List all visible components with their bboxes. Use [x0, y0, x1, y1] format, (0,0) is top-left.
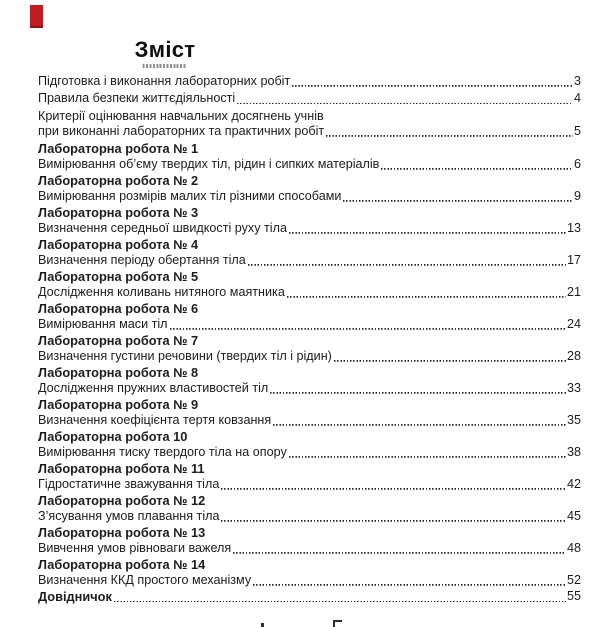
- dot-leader: [343, 190, 573, 202]
- page-number: 35: [566, 412, 581, 427]
- title-underline-decoration: [143, 64, 187, 68]
- dot-leader: [221, 510, 566, 522]
- lab-title-row: [38, 365, 581, 380]
- lab-desc-row: [38, 317, 581, 332]
- lab-title: Лабораторна робота № 14: [38, 557, 206, 573]
- lab-entry-12: [38, 493, 581, 523]
- lab-description: Вивчення умов рівноваги важеля: [38, 540, 232, 555]
- lab-description: Визначення періоду обертання тіла: [38, 252, 246, 267]
- toc-entry-two-line: [38, 109, 581, 139]
- reference-row: [38, 589, 581, 604]
- page-number: 45: [566, 508, 581, 523]
- lab-desc-row: [38, 253, 581, 268]
- table-of-contents: [38, 74, 581, 605]
- page-number: 13: [566, 220, 581, 235]
- cut-off-text-fragment: [261, 623, 264, 627]
- lab-entry-10: [38, 429, 581, 459]
- lab-entry-5: [38, 269, 581, 299]
- toc-entry-label: при виконанні лабораторних та практичних робіт: [38, 123, 325, 138]
- page-number: 55: [566, 589, 581, 604]
- lab-entry-6: [38, 301, 581, 331]
- lab-title: Лабораторна робота № 6: [38, 301, 199, 317]
- lab-description: Визначення середньої швидкості руху тіла: [38, 220, 287, 235]
- lab-title-row: [38, 237, 581, 252]
- lab-title-row: [38, 557, 581, 572]
- lab-title: Лабораторна робота № 8: [38, 365, 199, 381]
- lab-description: Дослідження пружних властивостей тіл: [38, 380, 269, 395]
- lab-description: Вимірювання об’єму твердих тіл, рідин і сипких матеріалів: [38, 156, 380, 171]
- red-bookmark-tab: [30, 5, 43, 28]
- page-number: 17: [566, 252, 581, 267]
- dot-leader: [237, 92, 573, 104]
- lab-description: Визначення густини речовини (твердих тіл і рідин): [38, 348, 332, 363]
- toc-entry: [38, 91, 581, 106]
- toc-entry-label: Правила безпеки життєдіяльності: [38, 91, 236, 106]
- cut-off-text-fragment: [333, 620, 342, 622]
- lab-description: Вимірювання розмірів малих тіл різними способами: [38, 188, 342, 203]
- dot-leader: [233, 542, 566, 554]
- lab-title-row: [38, 525, 581, 540]
- lab-title-row: [38, 333, 581, 348]
- dot-leader: [326, 125, 573, 137]
- lab-title-row: [38, 141, 581, 156]
- lab-desc-row: [38, 381, 581, 396]
- lab-title-row: [38, 301, 581, 316]
- lab-title: Лабораторна робота 10: [38, 429, 188, 445]
- dot-leader: [248, 254, 566, 266]
- dot-leader: [292, 75, 573, 87]
- page-number: 38: [566, 444, 581, 459]
- dot-leader: [221, 478, 566, 490]
- page-number: 6: [573, 156, 581, 171]
- lab-entry-3: [38, 205, 581, 235]
- lab-entry-14: [38, 557, 581, 587]
- lab-entry-8: [38, 365, 581, 395]
- dot-leader: [289, 222, 566, 234]
- lab-description: Гідростатичне зважування тіла: [38, 476, 220, 491]
- lab-desc-row: [38, 349, 581, 364]
- lab-desc-row: [38, 413, 581, 428]
- page-number: 24: [566, 316, 581, 331]
- lab-desc-row: [38, 509, 581, 524]
- lab-description: Визначення ККД простого механізму: [38, 572, 252, 587]
- lab-title-row: [38, 461, 581, 476]
- lab-title: Лабораторна робота № 1: [38, 141, 199, 157]
- page-number: 4: [573, 91, 581, 106]
- toc-entry: [38, 74, 581, 89]
- dot-leader: [170, 318, 566, 330]
- lab-title: Лабораторна робота № 13: [38, 525, 206, 541]
- page-number: 21: [566, 284, 581, 299]
- toc-entry-line2: [38, 124, 581, 139]
- reference-entry: [38, 589, 581, 604]
- lab-title: Лабораторна робота № 9: [38, 397, 199, 413]
- dot-leader: [289, 446, 566, 458]
- lab-description: Дослідження коливань нитяного маятника: [38, 284, 285, 299]
- lab-title: Лабораторна робота № 5: [38, 269, 199, 285]
- lab-title: Лабораторна робота № 4: [38, 237, 199, 253]
- page-number: 33: [566, 380, 581, 395]
- lab-description: Вимірювання тиску твердого тіла на опору: [38, 444, 287, 459]
- dot-leader: [273, 414, 566, 426]
- lab-title-row: [38, 493, 581, 508]
- lab-title-row: [38, 173, 581, 188]
- lab-entry-4: [38, 237, 581, 267]
- toc-entry-line1: [38, 109, 581, 124]
- page-number: 42: [566, 476, 581, 491]
- dot-leader: [381, 158, 573, 170]
- lab-description: З’ясування умов плавання тіла: [38, 508, 220, 523]
- lab-desc-row: [38, 221, 581, 236]
- toc-entry-label: Критерії оцінювання навчальних досягнень учнів: [38, 108, 324, 123]
- reference-title: Довідничок: [38, 589, 112, 605]
- dot-leader: [270, 382, 566, 394]
- page-number: 3: [573, 74, 581, 88]
- lab-desc-row: [38, 445, 581, 460]
- lab-entry-9: [38, 397, 581, 427]
- page-number: 52: [566, 572, 581, 587]
- lab-desc-row: [38, 541, 581, 556]
- lab-entry-1: [38, 141, 581, 171]
- lab-title: Лабораторна робота № 12: [38, 493, 206, 509]
- page-title: Зміст: [134, 37, 196, 62]
- page-number: 9: [573, 188, 581, 203]
- lab-title: Лабораторна робота № 3: [38, 205, 199, 221]
- lab-title: Лабораторна робота № 2: [38, 173, 199, 189]
- lab-desc-row: [38, 477, 581, 492]
- lab-desc-row: [38, 189, 581, 204]
- lab-description: Визначення коефіцієнта тертя ковзання: [38, 412, 272, 427]
- page-number: 28: [566, 348, 581, 363]
- dot-leader: [253, 574, 566, 586]
- lab-title-row: [38, 429, 581, 444]
- lab-desc-row: [38, 285, 581, 300]
- lab-desc-row: [38, 573, 581, 588]
- lab-title: Лабораторна робота № 11: [38, 461, 205, 477]
- lab-title-row: [38, 269, 581, 284]
- dot-leader: [334, 350, 566, 362]
- page-number: 48: [566, 540, 581, 555]
- toc-title-block: [135, 38, 196, 68]
- lab-description: Вимірювання маси тіл: [38, 316, 168, 331]
- lab-entry-2: [38, 173, 581, 203]
- lab-desc-row: [38, 157, 581, 172]
- lab-title: Лабораторна робота № 7: [38, 333, 199, 349]
- lab-title-row: [38, 205, 581, 220]
- toc-entry-label: Підготовка і виконання лабораторних робіт: [38, 74, 291, 88]
- page-number: 5: [573, 123, 581, 138]
- lab-entry-11: [38, 461, 581, 491]
- lab-entry-7: [38, 333, 581, 363]
- lab-entry-13: [38, 525, 581, 555]
- dot-leader: [287, 286, 566, 298]
- dot-leader: [114, 590, 566, 602]
- lab-title-row: [38, 397, 581, 412]
